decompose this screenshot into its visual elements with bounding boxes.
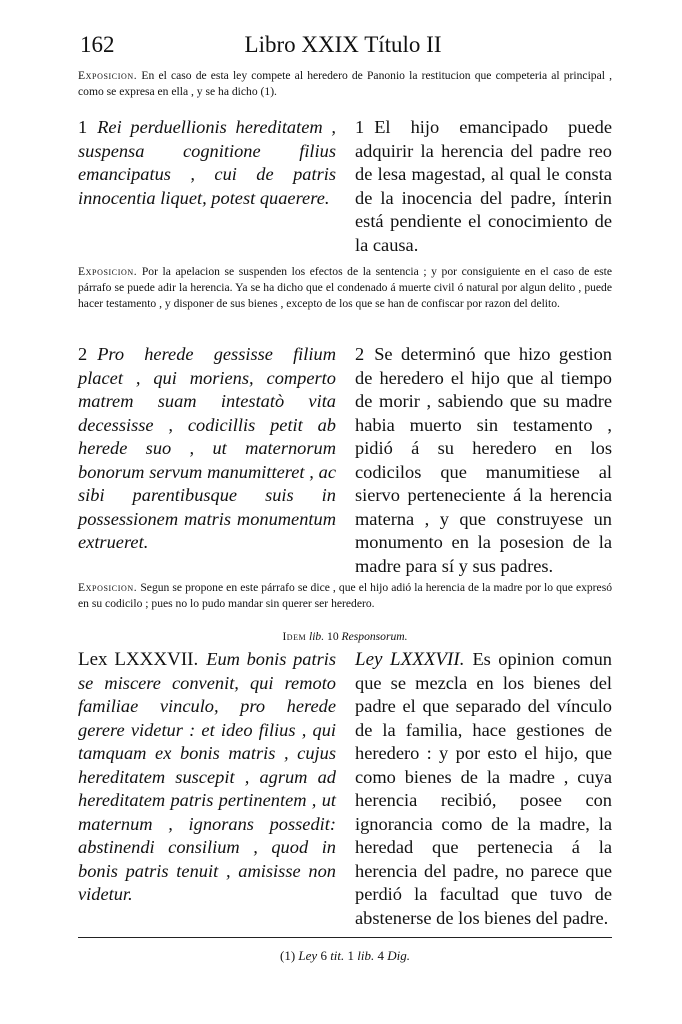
latin-section-1 [78, 116, 336, 210]
footnote-n1: 6 [320, 948, 327, 963]
section-number: 1 [355, 117, 365, 137]
exposicion-label: Exposicion. [78, 581, 138, 594]
exposicion-text: En el caso de esta ley compete al heredero de Panonio la restitucion que competeria al principal , como se expresa en ella , y se ha dicho (1). [78, 69, 612, 98]
lex-heading: Lex LXXXVII. [78, 649, 199, 670]
footnote-lib: lib. [357, 948, 375, 963]
footnote-tit: tit. [330, 948, 345, 963]
exposicion-paragraph [78, 68, 612, 100]
ley-heading: Ley LXXXVII. [355, 649, 465, 670]
citation-work: Responsorum. [341, 630, 408, 643]
spanish-section-2 [355, 343, 612, 578]
ley-spanish [355, 648, 612, 930]
running-title: Libro XXIX Título II [244, 32, 442, 57]
idem-word: Idem [282, 630, 307, 643]
latin-text: Rei perduellionis hereditatem , suspensa cognitione filius emancipatus , cui de patris innocentia liquet, potest quaerere. [78, 117, 336, 208]
citation-lib: lib. [308, 630, 325, 643]
exposicion-label: Exposicion. [78, 69, 138, 82]
footnote-n2: 1 [347, 948, 355, 963]
latin-text: Pro herede gessisse filium placet , qui moriens, comperto matrem suam intestatò vita decessisse , codicillis petit ab herede suo , ut maternorum bonorum servum manumitteret , ac sibi parentibusque suis in possessionem matris monumentum extrueret. [78, 344, 336, 552]
spanish-text: El hijo emancipado puede adquirir la herencia del padre reo de lesa magestad, al qual le consta de la inocencia del padre, ínterin está pendiente el conocimiento de la causa. [355, 117, 612, 255]
exposicion-label: Exposicion. [78, 265, 138, 278]
footnote-marker: (1) [279, 948, 296, 963]
section-number: 2 [355, 344, 365, 364]
footnote-ley: Ley [298, 948, 318, 963]
spanish-section-1 [355, 116, 612, 257]
exposicion-paragraph [78, 580, 612, 612]
citation-number: 10 [327, 630, 339, 643]
exposicion-text: Por la apelacion se suspenden los efectos de la sentencia ; y por consiguiente en el caso de este párrafo se puede adir la herencia. Ya se ha dicho que el condenado á muerte civil ó natural por algun delito , puede hacer testamento , y disponer de sus bienes , excepto de los que se han de confiscar por razon del delito. [78, 265, 612, 310]
section-number: 1 [78, 117, 88, 137]
footnote-divider [78, 937, 612, 938]
footnote-n3: 4 [377, 948, 385, 963]
page-number: 162 [80, 32, 115, 57]
exposicion-text: Segun se propone en este párrafo se dice , que el hijo adió la herencia de la madre por lo que expresó en su codicilo ; pues no lo pudo mandar sin querer ser heredero. [78, 581, 612, 610]
spanish-text: Se determinó que hizo gestion de heredero el hijo que al tiempo de morir , sabiendo que su madre habia muerto sin testamento , pidió á su heredero en los codicilos que manumitiese al siervo perteneciente á la herencia materna , y que construyese un monumento en la posesion de la madre para sí y sus padres. [355, 344, 612, 576]
spanish-text: Es opinion comun que se mezcla en los bienes del padre el que separado del vínculo de la familia, hace gestiones de heredero : y por esto el hijo, que como bienes de la madre , cuya herencia recibió, posee con ignorancia como de la madre, la heredad que pertenecia á la herencia del padre, no parece que perdió la facultad que tuvo de abstenerse de los bienes del padre. [355, 649, 612, 928]
footnote-dig: Dig. [387, 948, 411, 963]
footnote [78, 948, 612, 964]
latin-section-2 [78, 343, 336, 555]
lex-latin [78, 648, 336, 907]
exposicion-paragraph [78, 264, 612, 312]
page-header [80, 32, 606, 62]
source-citation [78, 630, 612, 643]
latin-text: Eum bonis patris se miscere convenit, qui remoto familiae vinculo, pro herede gerere videtur : et ideo filius , qui tamquam ex bonis matris , cujus hereditatem suscepit , agrum ad hereditatem patris pertinentem , ut maternum , ignorans possedit: abstinendi consilium , quod in bonis patris tenuit , amisisse non videtur. [78, 649, 336, 904]
section-number: 2 [78, 344, 88, 364]
